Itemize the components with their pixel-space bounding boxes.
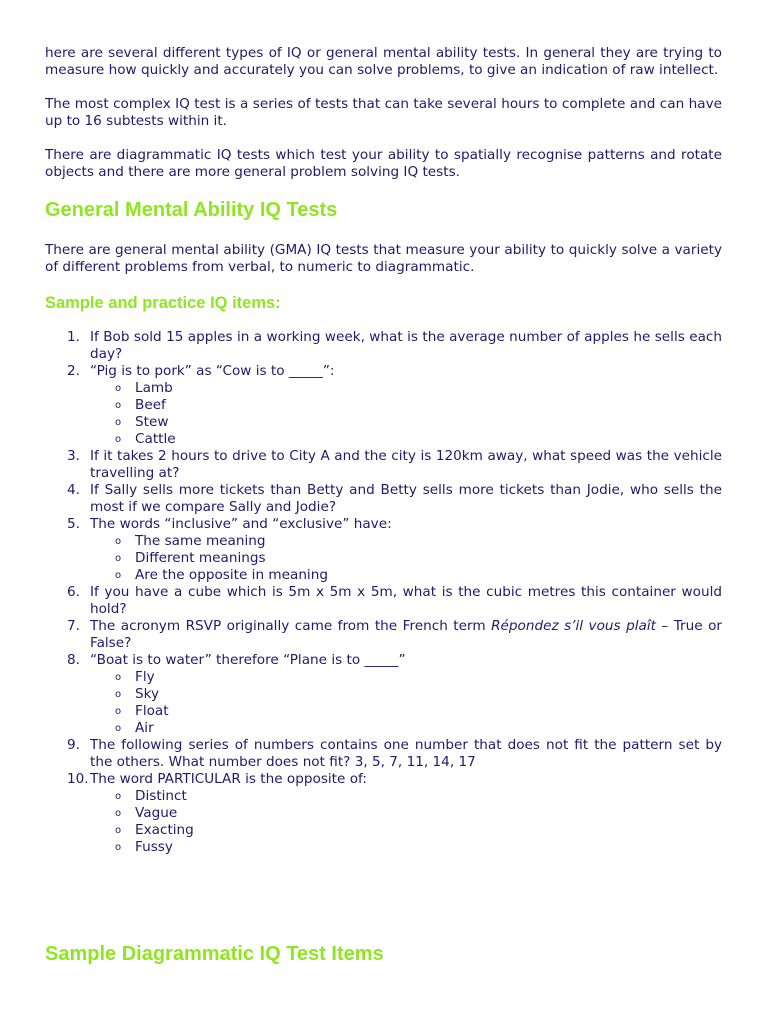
- question-number: 5.: [67, 516, 80, 532]
- option-text: Air: [135, 720, 154, 736]
- option-item: [90, 788, 722, 805]
- option-item: [90, 720, 722, 737]
- question-text: “Pig is to pork” as “Cow is to _____”:: [90, 363, 335, 379]
- question-text-after: – True or False?: [90, 618, 722, 651]
- option-text: Beef: [135, 397, 166, 413]
- option-bullet: o: [115, 383, 122, 394]
- question-item: [45, 584, 722, 618]
- option-item: [90, 686, 722, 703]
- option-text: Exacting: [135, 822, 194, 838]
- option-text: Sky: [135, 686, 160, 702]
- option-bullet: o: [115, 672, 122, 683]
- option-bullet: o: [115, 434, 122, 445]
- question-item: [45, 448, 722, 482]
- option-item: [90, 822, 722, 839]
- question-number: 7.: [67, 618, 80, 634]
- option-text: The same meaning: [135, 533, 266, 549]
- question-item: [45, 737, 722, 771]
- sample-items-subheading: Sample and practice IQ items:: [45, 294, 281, 312]
- option-item: [90, 431, 722, 448]
- option-text: Cattle: [135, 431, 176, 447]
- option-bullet: o: [115, 723, 122, 734]
- option-text: Fly: [135, 669, 155, 685]
- question-number: 3.: [67, 448, 80, 464]
- question-list: [45, 329, 722, 856]
- question-item: [45, 482, 722, 516]
- option-item: [90, 550, 722, 567]
- option-item: [90, 380, 722, 397]
- option-bullet: o: [115, 825, 122, 836]
- option-bullet: o: [115, 842, 122, 853]
- question-number: 2.: [67, 363, 80, 379]
- option-text: Distinct: [135, 788, 187, 804]
- question-item: [45, 516, 722, 584]
- option-text: Stew: [135, 414, 169, 430]
- option-text: Vague: [135, 805, 178, 821]
- question-text: The words “inclusive” and “exclusive” have:: [90, 516, 392, 532]
- option-text: Fussy: [135, 839, 173, 855]
- option-list: [90, 533, 722, 584]
- question-text-before: The acronym RSVP originally came from the French term: [90, 618, 492, 634]
- question-text: The following series of numbers contains one number that does not fit the pattern set by the others. What number does not fit? 3, 5, 7, 11, 14, 17: [90, 737, 722, 770]
- question-number: 10.: [67, 771, 89, 787]
- option-list: [90, 788, 722, 856]
- option-text: Different meanings: [135, 550, 266, 566]
- section-heading-gma: General Mental Ability IQ Tests: [45, 199, 338, 221]
- question-number: 9.: [67, 737, 80, 753]
- option-item: [90, 414, 722, 431]
- option-text: Lamb: [135, 380, 173, 396]
- option-list: [90, 380, 722, 448]
- question-text: The word PARTICULAR is the opposite of:: [90, 771, 367, 787]
- option-item: [90, 669, 722, 686]
- question-number: 8.: [67, 652, 80, 668]
- question-text: “Boat is to water” therefore “Plane is to _____”: [90, 652, 406, 668]
- option-list: [90, 669, 722, 737]
- question-item: [45, 618, 722, 652]
- option-text: Float: [135, 703, 169, 719]
- gma-paragraph: There are general mental ability (GMA) IQ tests that measure your ability to quickly solve a variety of different problems from verbal, to numeric to diagrammatic.: [45, 242, 722, 275]
- option-bullet: o: [115, 808, 122, 819]
- option-text: Are the opposite in meaning: [135, 567, 328, 583]
- option-bullet: o: [115, 417, 122, 428]
- option-bullet: o: [115, 791, 122, 802]
- french-term: Répondez s’il vous plaît: [491, 618, 656, 634]
- intro-paragraph-1: here are several different types of IQ or general mental ability tests. In general they are trying to measure how quickly and accurately you can solve problems, to give an indication of raw intellect.: [45, 45, 722, 78]
- option-item: [90, 567, 722, 584]
- question-text: If Bob sold 15 apples in a working week, what is the average number of apples he sells each day?: [90, 329, 722, 362]
- option-bullet: o: [115, 706, 122, 717]
- question-item: [45, 329, 722, 363]
- question-number: 1.: [67, 329, 80, 345]
- option-item: [90, 805, 722, 822]
- question-text: If you have a cube which is 5m x 5m x 5m, what is the cubic metres this container would hold?: [90, 584, 722, 617]
- question-number: 4.: [67, 482, 80, 498]
- option-bullet: o: [115, 400, 122, 411]
- option-bullet: o: [115, 689, 122, 700]
- option-item: [90, 533, 722, 550]
- question-item: [45, 652, 722, 737]
- option-item: [90, 703, 722, 720]
- question-text: If Sally sells more tickets than Betty and Betty sells more tickets than Jodie, who sells the most if we compare Sally and Jodie?: [90, 482, 722, 515]
- option-bullet: o: [115, 570, 122, 581]
- question-text: If it takes 2 hours to drive to City A and the city is 120km away, what speed was the vehicle travelling at?: [90, 448, 722, 481]
- option-item: [90, 397, 722, 414]
- option-bullet: o: [115, 536, 122, 547]
- option-bullet: o: [115, 553, 122, 564]
- question-item: [45, 363, 722, 448]
- question-number: 6.: [67, 584, 80, 600]
- intro-paragraph-3: There are diagrammatic IQ tests which test your ability to spatially recognise patterns and rotate objects and there are more general problem solving IQ tests.: [45, 147, 722, 180]
- section-heading-diagrammatic: Sample Diagrammatic IQ Test Items: [45, 943, 384, 965]
- option-item: [90, 839, 722, 856]
- intro-paragraph-2: The most complex IQ test is a series of tests that can take several hours to complete and can have up to 16 subtests within it.: [45, 96, 722, 129]
- document-content: [45, 45, 722, 856]
- question-item: [45, 771, 722, 856]
